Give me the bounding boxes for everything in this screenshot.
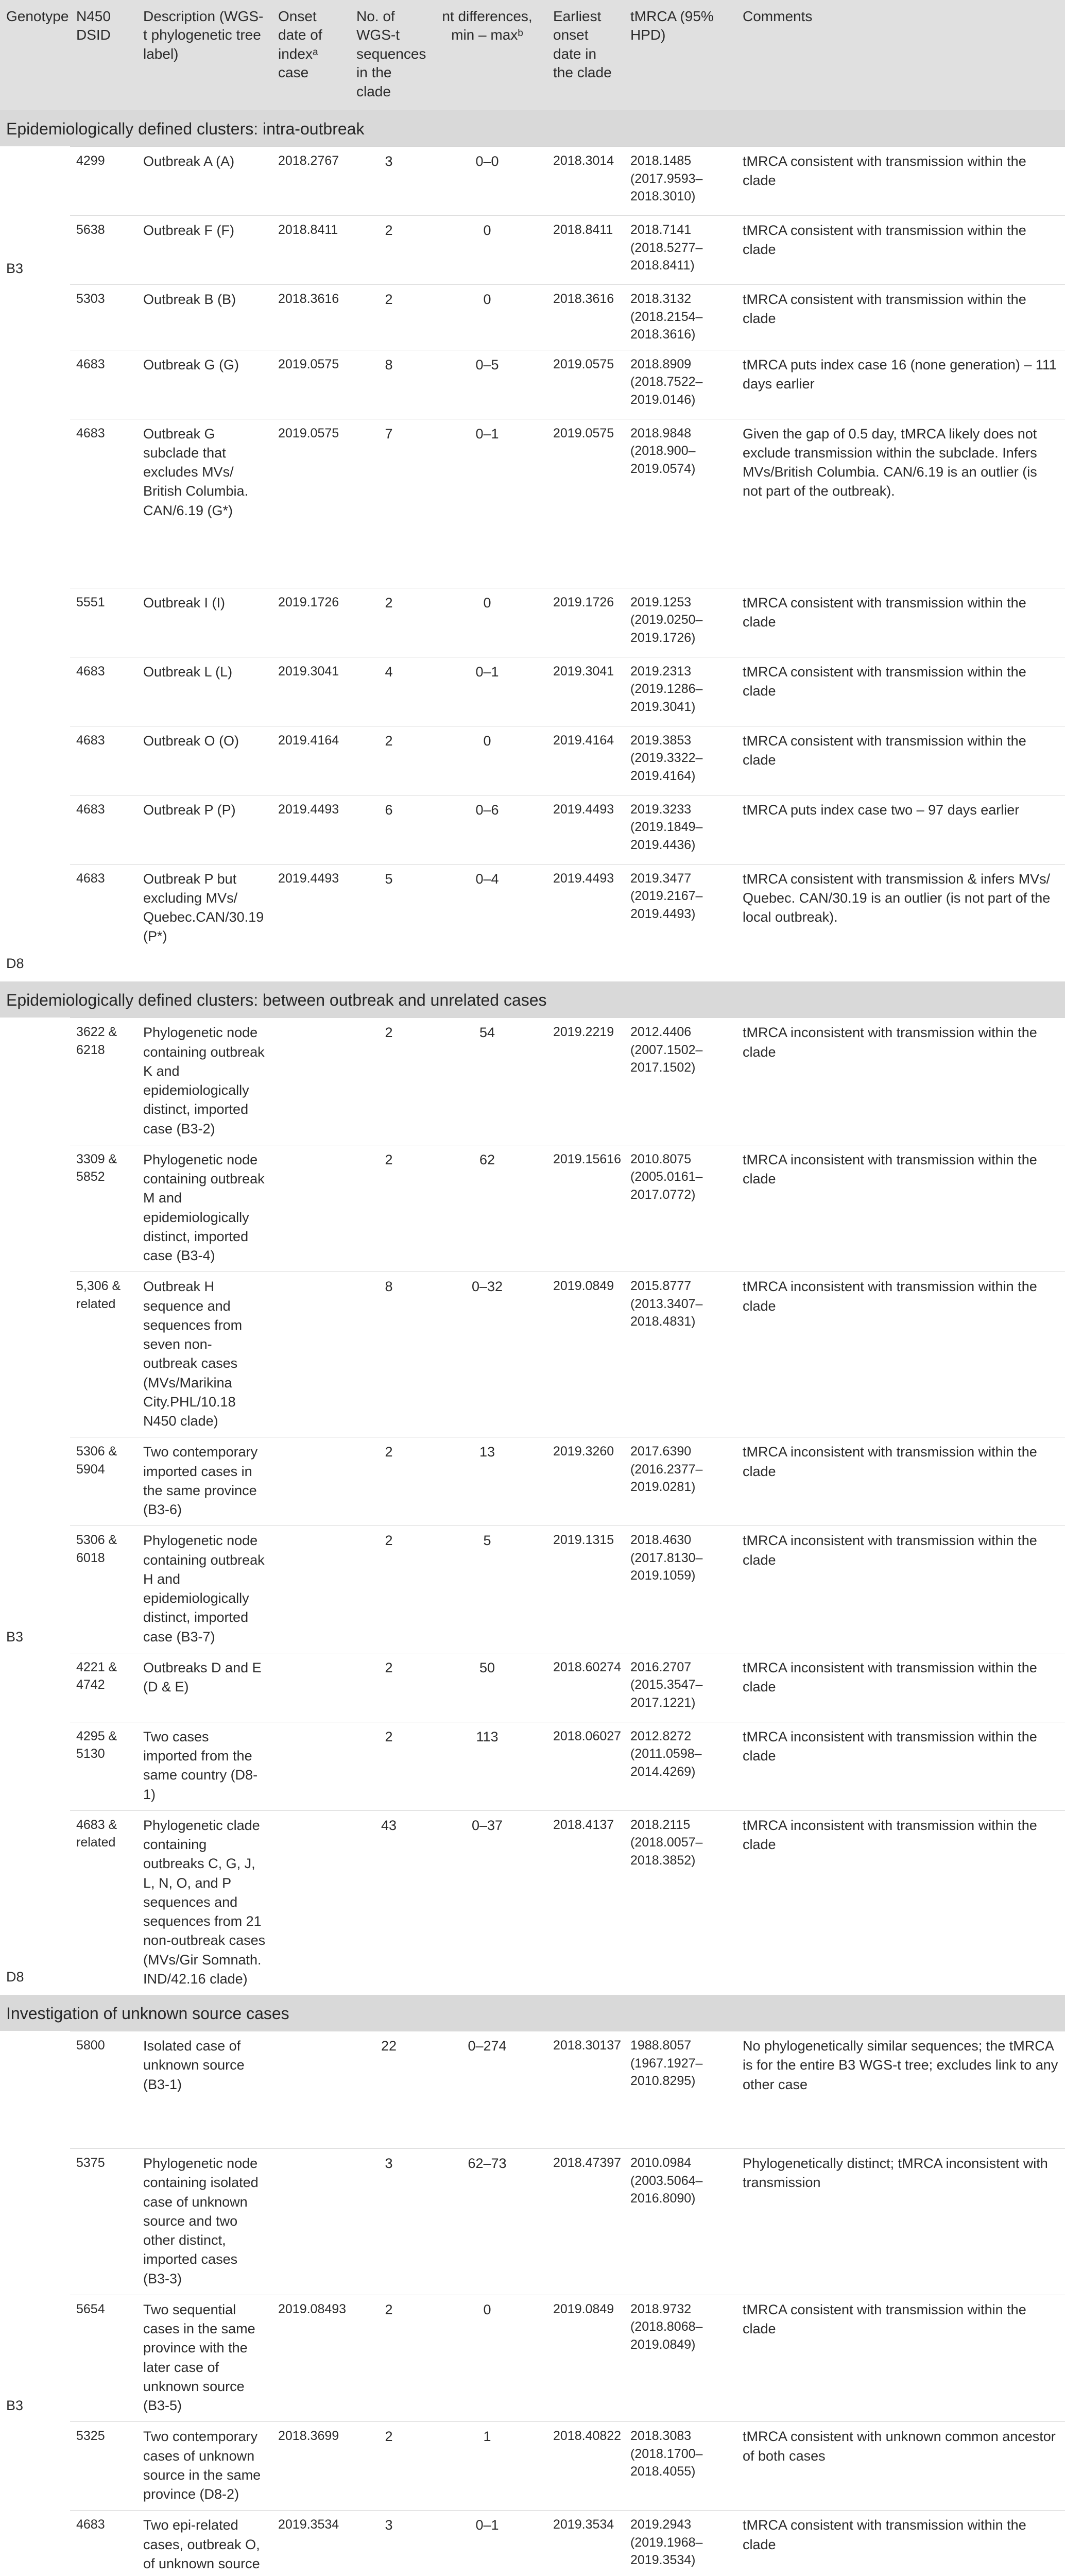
sequences-cell: 3 (350, 2149, 427, 2295)
comments-cell: tMRCA consistent with transmission within the clade (736, 147, 1065, 216)
col-header-description: Description (WGS-t phylogenetic tree label) (137, 0, 272, 110)
genotype-cell (0, 2511, 70, 2576)
comments-cell: tMRCA puts index case 16 (none generation) – 111 days earlier (736, 350, 1065, 419)
col-header-earliest-onset: Earliest onset date in the clade (547, 0, 624, 110)
table-body (0, 110, 1065, 2576)
sequences-cell: 2 (350, 588, 427, 657)
description-cell: Phylogenetic node containing isolated case of unknown source and two other distinct, imported cases (B3-3) (137, 2149, 272, 2295)
table-row (0, 2031, 1065, 2149)
dsid-cell: 4683 (70, 657, 137, 726)
genotype-cell (0, 1145, 70, 1272)
earliest-onset-cell: 2019.0849 (547, 1272, 624, 1437)
earliest-onset-cell: 2019.4493 (547, 864, 624, 981)
nt-differences-cell: 0–6 (427, 795, 547, 864)
comments-cell: Given the gap of 0.5 day, tMRCA likely does not exclude transmission within the subclade. Infers MVs/British Columbia. CAN/6.19 is an outlier (is not part of the outbreak). (736, 419, 1065, 588)
sequences-cell: 8 (350, 1272, 427, 1437)
tmrca-cell: 2010.0984 (2003.5064–2016.8090) (624, 2149, 736, 2295)
onset-cell: 2019.08493 (272, 2295, 350, 2422)
genotype-cell (0, 726, 70, 795)
dsid-cell: 5306 & 5904 (70, 1437, 137, 1526)
nt-differences-cell: 0 (427, 588, 547, 657)
earliest-onset-cell: 2019.0575 (547, 350, 624, 419)
sequences-cell: 8 (350, 350, 427, 419)
onset-cell: 2018.3616 (272, 285, 350, 350)
comments-cell: tMRCA consistent with transmission within the clade (736, 285, 1065, 350)
table-row (0, 350, 1065, 419)
sequences-cell: 6 (350, 795, 427, 864)
header-row (0, 0, 1065, 110)
earliest-onset-cell: 2019.1315 (547, 1526, 624, 1653)
description-cell: Phylogenetic clade containing outbreaks C, G, J, L, N, O, and P sequences and sequences from 21 non-outbreak cases (MVs/Gir Somnath. IND/42.16 clade) (137, 1810, 272, 1995)
tmrca-cell: 2017.6390 (2016.2377–2019.0281) (624, 1437, 736, 1526)
dsid-cell: 4221 & 4742 (70, 1653, 137, 1722)
genotype-cell (0, 1653, 70, 1722)
sequences-cell: 2 (350, 1145, 427, 1272)
description-cell: Outbreak H sequence and sequences from seven non-outbreak cases (MVs/Marikina City.PHL/10.18 N450 clade) (137, 1272, 272, 1437)
genotype-cell (0, 147, 70, 216)
tmrca-cell: 2018.7141 (2018.5277–2018.8411) (624, 216, 736, 285)
description-cell: Outbreak P (P) (137, 795, 272, 864)
sequences-cell: 2 (350, 285, 427, 350)
sequences-cell: 2 (350, 2295, 427, 2422)
earliest-onset-cell: 2019.3041 (547, 657, 624, 726)
sequences-cell: 43 (350, 1810, 427, 1995)
tmrca-cell: 2010.8075 (2005.0161–2017.0772) (624, 1145, 736, 1272)
dsid-cell: 4299 (70, 147, 137, 216)
onset-cell (272, 1437, 350, 1526)
nt-differences-cell: 0–4 (427, 864, 547, 981)
comments-cell: tMRCA inconsistent with transmission within the clade (736, 1145, 1065, 1272)
dsid-cell: 4683 (70, 726, 137, 795)
tmrca-cell: 2016.2707 (2015.3547–2017.1221) (624, 1653, 736, 1722)
dsid-cell: 5306 & 6018 (70, 1526, 137, 1653)
tmrca-cell: 2019.1253 (2019.0250–2019.1726) (624, 588, 736, 657)
tmrca-cell: 2019.2943 (2019.1968–2019.3534) (624, 2511, 736, 2576)
comments-cell: tMRCA consistent with transmission within the clade (736, 2295, 1065, 2422)
dsid-cell: 5551 (70, 588, 137, 657)
description-cell: Phylogenetic node containing outbreak M and epidemiologically distinct, imported case (B3-4) (137, 1145, 272, 1272)
col-header-comments: Comments (736, 0, 1065, 110)
comments-cell: tMRCA consistent with transmission within the clade (736, 588, 1065, 657)
table-row (0, 147, 1065, 216)
onset-cell: 2019.1726 (272, 588, 350, 657)
comments-cell: tMRCA consistent with transmission & infers MVs/ Quebec. CAN/30.19 is an outlier (is not part of the local outbreak). (736, 864, 1065, 981)
description-cell: Outbreak G (G) (137, 350, 272, 419)
nt-differences-cell: 50 (427, 1653, 547, 1722)
genotype-cell (0, 1437, 70, 1526)
comments-cell: tMRCA consistent with transmission within the clade (736, 216, 1065, 285)
nt-differences-cell: 0–1 (427, 657, 547, 726)
table-row (0, 2422, 1065, 2511)
onset-cell (272, 1018, 350, 1145)
section-header-row (0, 981, 1065, 1018)
description-cell: Outbreak B (B) (137, 285, 272, 350)
onset-cell: 2019.0575 (272, 350, 350, 419)
table-row (0, 657, 1065, 726)
nt-differences-cell: 0 (427, 2295, 547, 2422)
tmrca-cell: 2018.2115 (2018.0057–2018.3852) (624, 1810, 736, 1995)
comments-cell: tMRCA inconsistent with transmission within the clade (736, 1810, 1065, 1995)
table-row (0, 1018, 1065, 1145)
description-cell: Two sequential cases in the same province with the later case of unknown source (B3-5) (137, 2295, 272, 2422)
description-cell: Outbreaks D and E (D & E) (137, 1653, 272, 1722)
earliest-onset-cell: 2019.1726 (547, 588, 624, 657)
table-row (0, 795, 1065, 864)
earliest-onset-cell: 2019.15616 (547, 1145, 624, 1272)
earliest-onset-cell: 2018.8411 (547, 216, 624, 285)
tmrca-cell: 2018.8909 (2018.7522–2019.0146) (624, 350, 736, 419)
description-cell: Outbreak I (I) (137, 588, 272, 657)
onset-cell (272, 1145, 350, 1272)
tmrca-cell: 2018.3132 (2018.2154–2018.3616) (624, 285, 736, 350)
onset-cell: 2018.3699 (272, 2422, 350, 2511)
earliest-onset-cell: 2018.30137 (547, 2031, 624, 2149)
comments-cell: tMRCA inconsistent with transmission within the clade (736, 1722, 1065, 1810)
onset-cell (272, 2149, 350, 2295)
genotype-cell: B3 (0, 216, 70, 285)
nt-differences-cell: 0–37 (427, 1810, 547, 1995)
dsid-cell: 5,306 & related (70, 1272, 137, 1437)
description-cell: Outbreak P but excluding MVs/ Quebec.CAN/30.19 (P*) (137, 864, 272, 981)
onset-cell: 2019.4493 (272, 795, 350, 864)
table-row (0, 588, 1065, 657)
col-header-genotype: Genotype (0, 0, 70, 110)
col-header-dsid: N450 DSID (70, 0, 137, 110)
tmrca-cell: 2015.8777 (2013.3407–2018.4831) (624, 1272, 736, 1437)
genotype-cell: D8 (0, 1810, 70, 1995)
genotype-cell (0, 419, 70, 588)
description-cell: Two contemporary cases of unknown source in the same province (D8-2) (137, 2422, 272, 2511)
tmrca-cell: 2019.3853 (2019.3322–2019.4164) (624, 726, 736, 795)
tmrca-cell: 2019.3477 (2019.2167–2019.4493) (624, 864, 736, 981)
comments-cell: tMRCA inconsistent with transmission within the clade (736, 1437, 1065, 1526)
earliest-onset-cell: 2019.3534 (547, 2511, 624, 2576)
earliest-onset-cell: 2018.3616 (547, 285, 624, 350)
onset-cell: 2019.3534 (272, 2511, 350, 2576)
dsid-cell: 5375 (70, 2149, 137, 2295)
genotype-cell: D8 (0, 864, 70, 981)
comments-cell: tMRCA inconsistent with transmission within the clade (736, 1653, 1065, 1722)
earliest-onset-cell: 2019.4493 (547, 795, 624, 864)
comments-cell: tMRCA consistent with transmission within the clade (736, 657, 1065, 726)
onset-cell (272, 1526, 350, 1653)
description-cell: Two contemporary imported cases in the same province (B3-6) (137, 1437, 272, 1526)
sequences-cell: 2 (350, 1437, 427, 1526)
table-row (0, 864, 1065, 981)
table-row (0, 1145, 1065, 1272)
genotype-cell (0, 285, 70, 350)
section-header-row (0, 1995, 1065, 2031)
description-cell: Outbreak O (O) (137, 726, 272, 795)
tmrca-cell: 2018.3083 (2018.1700–2018.4055) (624, 2422, 736, 2511)
nt-differences-cell: 0–1 (427, 419, 547, 588)
nt-differences-cell: 0 (427, 726, 547, 795)
table-row (0, 419, 1065, 588)
nt-differences-cell: 0 (427, 285, 547, 350)
table-row (0, 2149, 1065, 2295)
tmrca-cell: 2012.4406 (2007.1502–2017.1502) (624, 1018, 736, 1145)
earliest-onset-cell: 2018.40822 (547, 2422, 624, 2511)
dsid-cell: 4683 (70, 795, 137, 864)
comments-cell: tMRCA inconsistent with transmission within the clade (736, 1526, 1065, 1653)
onset-cell: 2019.0575 (272, 419, 350, 588)
genotype-cell (0, 2031, 70, 2149)
genotype-cell (0, 350, 70, 419)
comments-cell: tMRCA consistent with unknown common ancestor of both cases (736, 2422, 1065, 2511)
dsid-cell: 5303 (70, 285, 137, 350)
tmrca-cell: 2018.9848 (2018.900–2019.0574) (624, 419, 736, 588)
sequences-cell: 4 (350, 657, 427, 726)
col-header-nt-differences: nt differences, min – maxᵇ (427, 0, 547, 110)
onset-cell (272, 1810, 350, 1995)
table-row (0, 1653, 1065, 1722)
tmrca-cell: 1988.8057 (1967.1927–2010.8295) (624, 2031, 736, 2149)
sequences-cell: 2 (350, 216, 427, 285)
description-cell: Outbreak L (L) (137, 657, 272, 726)
earliest-onset-cell: 2019.4164 (547, 726, 624, 795)
sequences-cell: 2 (350, 1526, 427, 1653)
genotype-cell (0, 2149, 70, 2295)
nt-differences-cell: 0 (427, 216, 547, 285)
genotype-cell: B3 (0, 1526, 70, 1653)
comments-cell: Phylogenetically distinct; tMRCA inconsistent with transmission (736, 2149, 1065, 2295)
nt-differences-cell: 62 (427, 1145, 547, 1272)
earliest-onset-cell: 2019.3260 (547, 1437, 624, 1526)
tmrca-cell: 2018.9732 (2018.8068–2019.0849) (624, 2295, 736, 2422)
onset-cell: 2018.8411 (272, 216, 350, 285)
dsid-cell: 4683 & related (70, 1810, 137, 1995)
dsid-cell: 4683 (70, 864, 137, 981)
sequences-cell: 2 (350, 1018, 427, 1145)
onset-cell: 2019.3041 (272, 657, 350, 726)
nt-differences-cell: 0–1 (427, 2511, 547, 2576)
description-cell: Outbreak A (A) (137, 147, 272, 216)
dsid-cell: 3622 & 6218 (70, 1018, 137, 1145)
comments-cell: tMRCA consistent with transmission within the clade (736, 2511, 1065, 2576)
table-row (0, 285, 1065, 350)
tmrca-cell: 2018.4630 (2017.8130–2019.1059) (624, 1526, 736, 1653)
dsid-cell: 5800 (70, 2031, 137, 2149)
table-row (0, 2511, 1065, 2576)
nt-differences-cell: 1 (427, 2422, 547, 2511)
table-row (0, 726, 1065, 795)
table-row (0, 1810, 1065, 1995)
comments-cell: tMRCA consistent with transmission within the clade (736, 726, 1065, 795)
tmrca-cell: 2019.3233 (2019.1849–2019.4436) (624, 795, 736, 864)
onset-cell (272, 1272, 350, 1437)
nt-differences-cell: 5 (427, 1526, 547, 1653)
sequences-cell: 3 (350, 2511, 427, 2576)
dsid-cell: 3309 & 5852 (70, 1145, 137, 1272)
genotype-cell (0, 1722, 70, 1810)
tmrca-cell: 2012.8272 (2011.0598–2014.4269) (624, 1722, 736, 1810)
table-row (0, 1722, 1065, 1810)
tmrca-cell: 2019.2313 (2019.1286–2019.3041) (624, 657, 736, 726)
col-header-sequences: No. of WGS-t sequences in the clade (350, 0, 427, 110)
sequences-cell: 2 (350, 2422, 427, 2511)
sequences-cell: 2 (350, 726, 427, 795)
earliest-onset-cell: 2018.06027 (547, 1722, 624, 1810)
nt-differences-cell: 113 (427, 1722, 547, 1810)
earliest-onset-cell: 2019.0575 (547, 419, 624, 588)
nt-differences-cell: 62–73 (427, 2149, 547, 2295)
dsid-cell: 4683 (70, 350, 137, 419)
sequences-cell: 22 (350, 2031, 427, 2149)
dsid-cell: 5325 (70, 2422, 137, 2511)
description-cell: Isolated case of unknown source (B3-1) (137, 2031, 272, 2149)
dsid-cell: 5654 (70, 2295, 137, 2422)
description-cell: Outbreak G subclade that excludes MVs/ British Columbia. CAN/6.19 (G*) (137, 419, 272, 588)
section-header-row (0, 110, 1065, 147)
onset-cell: 2018.2767 (272, 147, 350, 216)
comments-cell: tMRCA puts index case two – 97 days earlier (736, 795, 1065, 864)
comments-cell: No phylogenetically similar sequences; the tMRCA is for the entire B3 WGS-t tree; excludes link to any other case (736, 2031, 1065, 2149)
comments-cell: tMRCA inconsistent with transmission within the clade (736, 1018, 1065, 1145)
description-cell: Two epi-related cases, outbreak O, of unknown source (137, 2511, 272, 2576)
sequences-cell: 5 (350, 864, 427, 981)
table-row (0, 2295, 1065, 2422)
onset-cell: 2019.4164 (272, 726, 350, 795)
genotype-cell (0, 588, 70, 657)
dsid-cell: 5638 (70, 216, 137, 285)
genotype-cell (0, 657, 70, 726)
genotype-cell (0, 1272, 70, 1437)
earliest-onset-cell: 2018.4137 (547, 1810, 624, 1995)
sequences-cell: 2 (350, 1653, 427, 1722)
genotype-cell (0, 1018, 70, 1145)
nt-differences-cell: 0–5 (427, 350, 547, 419)
section-title: Epidemiologically defined clusters: between outbreak and unrelated cases (0, 981, 1065, 1018)
onset-cell (272, 1653, 350, 1722)
onset-cell (272, 1722, 350, 1810)
earliest-onset-cell: 2018.60274 (547, 1653, 624, 1722)
comments-cell: tMRCA inconsistent with transmission within the clade (736, 1272, 1065, 1437)
table-row (0, 1437, 1065, 1526)
col-header-onset: Onset date of indexᵃ case (272, 0, 350, 110)
onset-cell (272, 2031, 350, 2149)
earliest-onset-cell: 2018.47397 (547, 2149, 624, 2295)
nt-differences-cell: 54 (427, 1018, 547, 1145)
table-row (0, 1526, 1065, 1653)
onset-cell: 2019.4493 (272, 864, 350, 981)
dsid-cell: 4683 (70, 419, 137, 588)
table-row (0, 1272, 1065, 1437)
description-cell: Outbreak F (F) (137, 216, 272, 285)
col-header-tmrca: tMRCA (95% HPD) (624, 0, 736, 110)
sequences-cell: 3 (350, 147, 427, 216)
table-row (0, 216, 1065, 285)
nt-differences-cell: 0–32 (427, 1272, 547, 1437)
sequences-cell: 2 (350, 1722, 427, 1810)
earliest-onset-cell: 2019.2219 (547, 1018, 624, 1145)
earliest-onset-cell: 2018.3014 (547, 147, 624, 216)
sequences-cell: 7 (350, 419, 427, 588)
description-cell: Two cases imported from the same country (D8-1) (137, 1722, 272, 1810)
tmrca-cell: 2018.1485 (2017.9593–2018.3010) (624, 147, 736, 216)
nt-differences-cell: 13 (427, 1437, 547, 1526)
description-cell: Phylogenetic node containing outbreak H and epidemiologically distinct, imported case (B3-7) (137, 1526, 272, 1653)
dsid-cell: 4295 & 5130 (70, 1722, 137, 1810)
dsid-cell: 4683 (70, 2511, 137, 2576)
section-title: Epidemiologically defined clusters: intra-outbreak (0, 110, 1065, 147)
nt-differences-cell: 0–274 (427, 2031, 547, 2149)
nt-differences-cell: 0–0 (427, 147, 547, 216)
genotype-cell (0, 795, 70, 864)
description-cell: Phylogenetic node containing outbreak K and epidemiologically distinct, imported case (B3-2) (137, 1018, 272, 1145)
genotype-cell (0, 2422, 70, 2511)
section-title: Investigation of unknown source cases (0, 1995, 1065, 2031)
genotype-cell: B3 (0, 2295, 70, 2422)
earliest-onset-cell: 2019.0849 (547, 2295, 624, 2422)
